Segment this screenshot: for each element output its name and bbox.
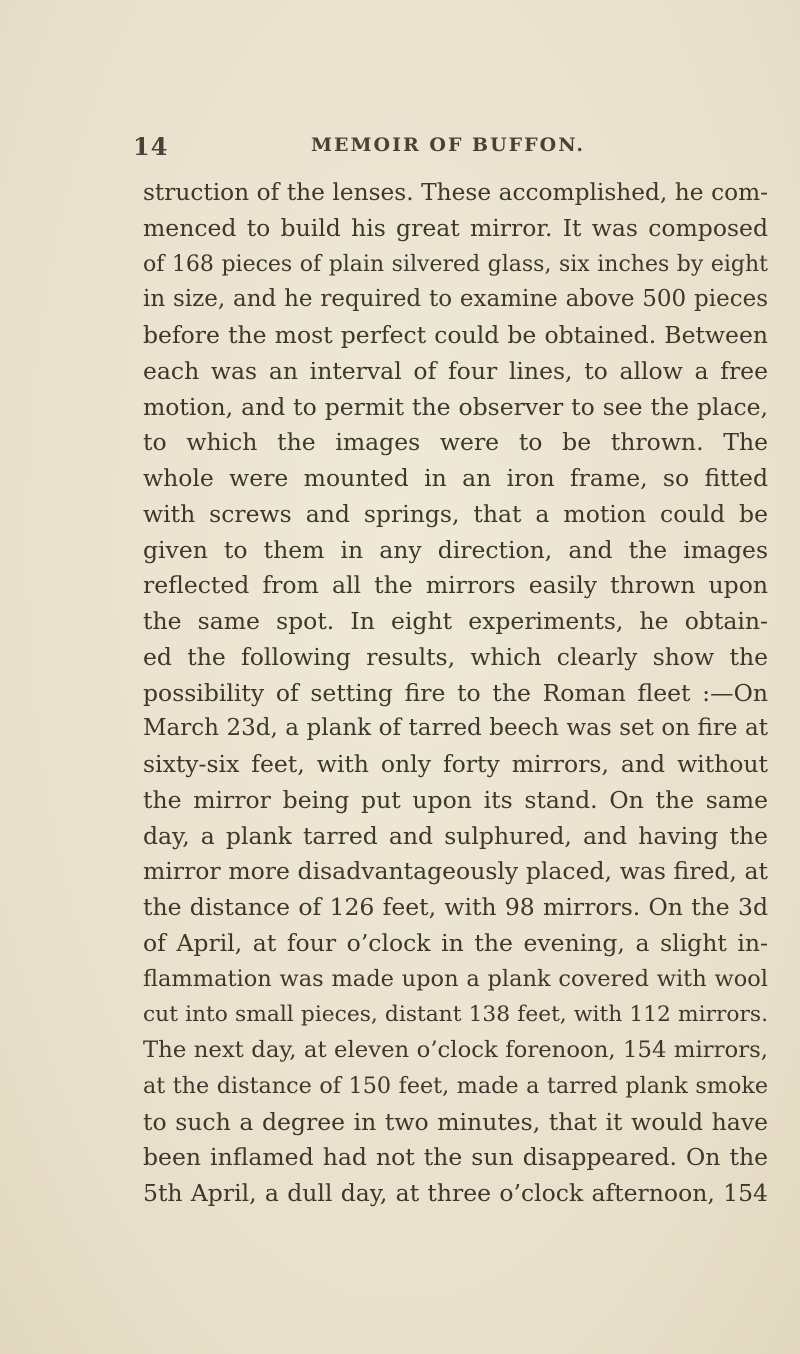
text-line: 5th April, a dull day, at three o’clock afternoon, 154 [143, 1179, 768, 1207]
text-line: of April, at four o’clock in the evening, a slight in- [143, 928, 768, 957]
text-line: been inflamed had not the sun disappeared. On the [143, 1143, 768, 1172]
text-line: March 23d, a plank of tarred beech was set on fire at [143, 715, 768, 742]
text-line: before the most perfect could be obtained. Between [143, 321, 768, 349]
text-line: the mirror being put upon its stand. On the same [143, 785, 768, 814]
text-line: The next day, at eleven o’clock forenoon, 154 mirrors, [143, 1037, 768, 1063]
text-line: to which the images were to be thrown. The [143, 428, 768, 457]
text-line: whole were mounted in an iron frame, so fitted [143, 464, 768, 492]
page-number: 14 [133, 132, 169, 161]
text-line: reflected from all the mirrors easily thrown upon [143, 571, 768, 600]
text-line: menced to build his great mirror. It was composed [143, 213, 768, 242]
text-line: struction of the lenses. These accomplished, he com- [143, 179, 768, 206]
text-line: sixty-six feet, with only forty mirrors, and without [143, 750, 768, 778]
text-line: at the distance of 150 feet, made a tarred plank smoke [143, 1072, 768, 1099]
text-line: cut into small pieces, distant 138 feet, with 112 mirrors. [143, 1002, 768, 1028]
text-line: day, a plank tarred and sulphured, and having the [143, 821, 768, 850]
text-line: ed the following results, which clearly show the [143, 642, 768, 671]
text-line: in size, and he required to examine above 500 pieces [143, 286, 768, 313]
body-text [143, 175, 768, 1212]
text-line: possibility of setting fire to the Roman fleet :—On [143, 678, 768, 707]
page-header [133, 132, 773, 164]
text-line: with screws and springs, that a motion could be [143, 499, 768, 528]
text-line: to such a degree in two minutes, that it would have [143, 1107, 768, 1136]
text-line: each was an interval of four lines, to allow a free [143, 356, 768, 385]
text-line: the same spot. In eight experiments, he obtain- [143, 607, 768, 635]
text-line: given to them in any direction, and the images [143, 535, 768, 564]
text-line: the distance of 126 feet, with 98 mirrors. On the 3d [143, 893, 768, 921]
text-line: of 168 pieces of plain silvered glass, six inches by eight [143, 251, 768, 277]
text-line: flammation was made upon a plank covered with wool [143, 965, 768, 992]
running-title: MEMOIR OF BUFFON. [311, 134, 585, 156]
text-line: motion, and to permit the observer to see the place, [143, 392, 768, 421]
text-line: mirror more disadvantageously placed, was fired, at [143, 857, 768, 886]
